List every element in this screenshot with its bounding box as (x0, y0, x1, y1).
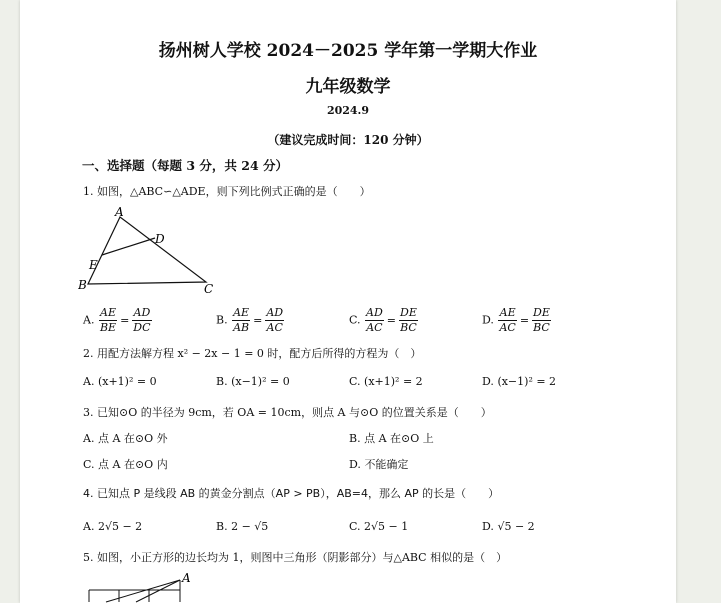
question-2-option-a[interactable]: A. (x+1)² = 0 (83, 375, 157, 388)
fraction: $\frac{AE}{AC}$ (499, 306, 516, 334)
question-1-option-c[interactable]: C. $\frac{AD}{AC}$ = $\frac{DE}{BC}$ (349, 306, 417, 334)
label-e: E (89, 258, 98, 272)
fraction: $\frac{DE}{BC}$ (400, 306, 417, 334)
time-note: （建议完成时间：120 分钟） (267, 133, 429, 147)
question-5-stem: 5. 如图，小正方形的边长均为 1，则图中三角形（阴影部分）与△ABC 相似的是（ ） (83, 551, 508, 564)
question-1-option-a[interactable]: A. $\frac{AE}{BE}$ = $\frac{AD}{DC}$ (83, 306, 151, 334)
label-d: D (155, 232, 165, 246)
question-3-option-b[interactable]: B. 点 A 在⊙O 上 (349, 432, 434, 445)
question-1-option-d[interactable]: D. $\frac{AE}{AC}$ = $\frac{DE}{BC}$ (482, 306, 550, 334)
fraction: $\frac{DE}{BC}$ (533, 306, 550, 334)
question-2-option-c[interactable]: C. (x+1)² = 2 (349, 375, 423, 388)
document-date: 2024.9 (326, 104, 370, 117)
triangle-figure (78, 206, 218, 298)
label-c: C (204, 282, 214, 296)
question-3-option-a[interactable]: A. 点 A 在⊙O 外 (83, 432, 168, 445)
fraction: $\frac{AE}{AB}$ (233, 306, 250, 334)
label-a: A (182, 572, 191, 585)
fraction: $\frac{AD}{AC}$ (266, 306, 284, 334)
page-subtitle: 九年级数学 (305, 77, 391, 97)
question-4-option-a[interactable]: A. 2√5 − 2 (83, 520, 143, 533)
question-4-option-c[interactable]: C. 2√5 − 1 (349, 520, 409, 533)
label-a: A (115, 206, 124, 219)
question-3-option-d[interactable]: D. 不能确定 (349, 458, 409, 471)
question-1-stem: 1. 如图，△ABC∽△ADE，则下列比例式正确的是（ ） (83, 185, 371, 198)
fraction: $\frac{AD}{DC}$ (133, 306, 151, 334)
document-page (20, 0, 676, 603)
question-2-option-d[interactable]: D. (x−1)² = 2 (482, 375, 557, 388)
page-title: 扬州树人学校 2024－2025 学年第一学期大作业 (158, 41, 538, 61)
question-4-stem: 4. 已知点 P 是线段 AB 的黄金分割点（AP > PB），AB=4，那么 AP 的长是（ ） (83, 487, 500, 500)
fraction: $\frac{AE}{BE}$ (99, 306, 117, 334)
question-3-stem: 3. 已知⊙O 的半径为 9cm，若 OA = 10cm，则点 A 与⊙O 的位置关系是（ ） (83, 406, 492, 419)
question-4-option-b[interactable]: B. 2 − √5 (216, 520, 269, 533)
label-b: B (78, 278, 87, 292)
question-2-stem: 2. 用配方法解方程 x² − 2x − 1 = 0 时，配方后所得的方程为（ ） (83, 347, 422, 360)
question-1-option-b[interactable]: B. $\frac{AE}{AB}$ = $\frac{AD}{AC}$ (216, 306, 284, 334)
segment-de (102, 238, 155, 255)
question-4-option-d[interactable]: D. √5 − 2 (482, 520, 535, 533)
question-2-option-b[interactable]: B. (x−1)² = 0 (216, 375, 290, 388)
triangle-abc (88, 217, 206, 284)
fraction: $\frac{AD}{AC}$ (366, 306, 383, 334)
section-heading: 一、选择题（每题 3 分，共 24 分） (82, 158, 289, 173)
question-3-option-c[interactable]: C. 点 A 在⊙O 内 (83, 458, 168, 471)
grid-figure (86, 572, 196, 603)
